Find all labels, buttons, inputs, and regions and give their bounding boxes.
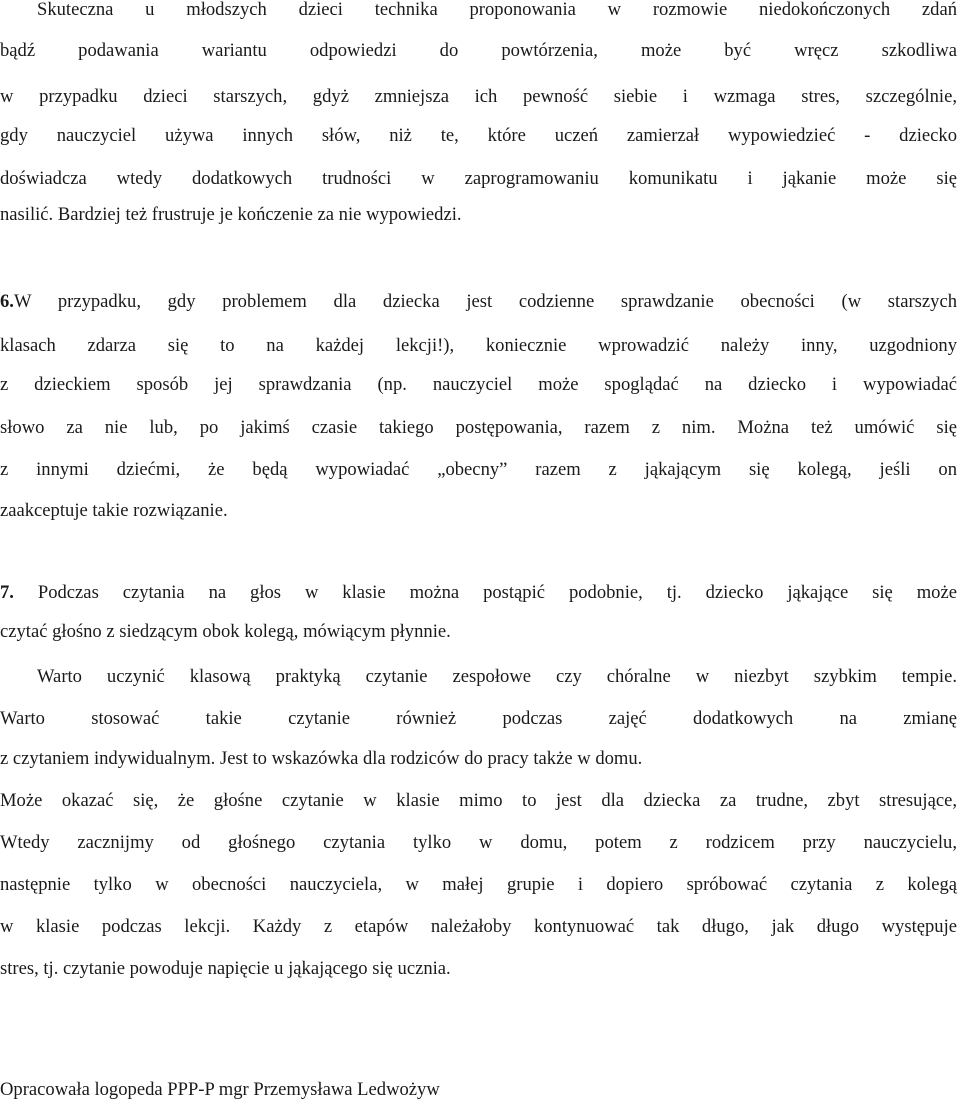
text-line: Skuteczna u młodszych dzieci technika proponowania w rozmowie niedokończonych zdań bbox=[37, 0, 957, 20]
text-line: Warto uczynić klasową praktyką czytanie zespołowe czy chóralne w niezbyt szybkim tempie. bbox=[37, 666, 957, 687]
text-line: zaakceptuje takie rozwiązanie. bbox=[0, 500, 228, 521]
text-run: W przypadku, gdy problemem dla dziecka jest codzienne sprawdzanie obecności (w starszych bbox=[13, 291, 957, 312]
text-line: w przypadku dzieci starszych, gdyż zmniejsza ich pewność siebie i wzmaga stres, szczególnie, bbox=[0, 86, 957, 107]
text-line: w klasie podczas lekcji. Każdy z etapów należałoby kontynuować tak długo, jak długo występuje bbox=[0, 916, 957, 937]
text-line: gdy nauczyciel używa innych słów, niż te, które uczeń zamierzał wypowiedzieć - dziecko bbox=[0, 125, 957, 146]
text-line: z innymi dziećmi, że będą wypowiadać „obecny” razem z jąkającym się kolegą, jeśli on bbox=[0, 459, 957, 480]
paragraph-number: 7. bbox=[0, 582, 14, 603]
text-line: czytać głośno z siedzącym obok kolegą, mówiącym płynnie. bbox=[0, 621, 451, 642]
text-line bbox=[0, 581, 957, 605]
text-line: słowo za nie lub, po jakimś czasie takiego postępowania, razem z nim. Można też umówić się bbox=[0, 417, 957, 438]
text-run: Podczas czytania na głos w klasie można postąpić podobnie, tj. dziecko jąkające się może bbox=[13, 582, 957, 603]
text-line: następnie tylko w obecności nauczyciela, w małej grupie i dopiero spróbować czytania z kolegą bbox=[0, 874, 957, 895]
text-line: Warto stosować takie czytanie również podczas zajęć dodatkowych na zmianę bbox=[0, 708, 957, 729]
text-line bbox=[0, 290, 957, 314]
paragraph-number: 6. bbox=[0, 291, 14, 312]
author-signature: Opracowała logopeda PPP-P mgr Przemysława Ledwożyw bbox=[0, 1079, 440, 1100]
text-line: bądź podawania wariantu odpowiedzi do powtórzenia, może być wręcz szkodliwa bbox=[0, 40, 957, 61]
text-line: klasach zdarza się to na każdej lekcji!), koniecznie wprowadzić należy inny, uzgodniony bbox=[0, 335, 957, 356]
text-line: stres, tj. czytanie powoduje napięcie u jąkającego się ucznia. bbox=[0, 958, 451, 979]
text-line: z czytaniem indywidualnym. Jest to wskazówka dla rodziców do pracy także w domu. bbox=[0, 748, 643, 769]
text-line: z dzieckiem sposób jej sprawdzania (np. nauczyciel może spoglądać na dziecko i wypowiadać bbox=[0, 374, 957, 395]
text-line: Wtedy zacznijmy od głośnego czytania tylko w domu, potem z rodzicem przy nauczycielu, bbox=[0, 832, 957, 853]
text-line: Może okazać się, że głośne czytanie w klasie mimo to jest dla dziecka za trudne, zbyt stresujące, bbox=[0, 790, 957, 811]
text-line: doświadcza wtedy dodatkowych trudności w zaprogramowaniu komunikatu i jąkanie może się bbox=[0, 168, 957, 189]
text-line: nasilić. Bardziej też frustruje je kończenie za nie wypowiedzi. bbox=[0, 204, 462, 225]
